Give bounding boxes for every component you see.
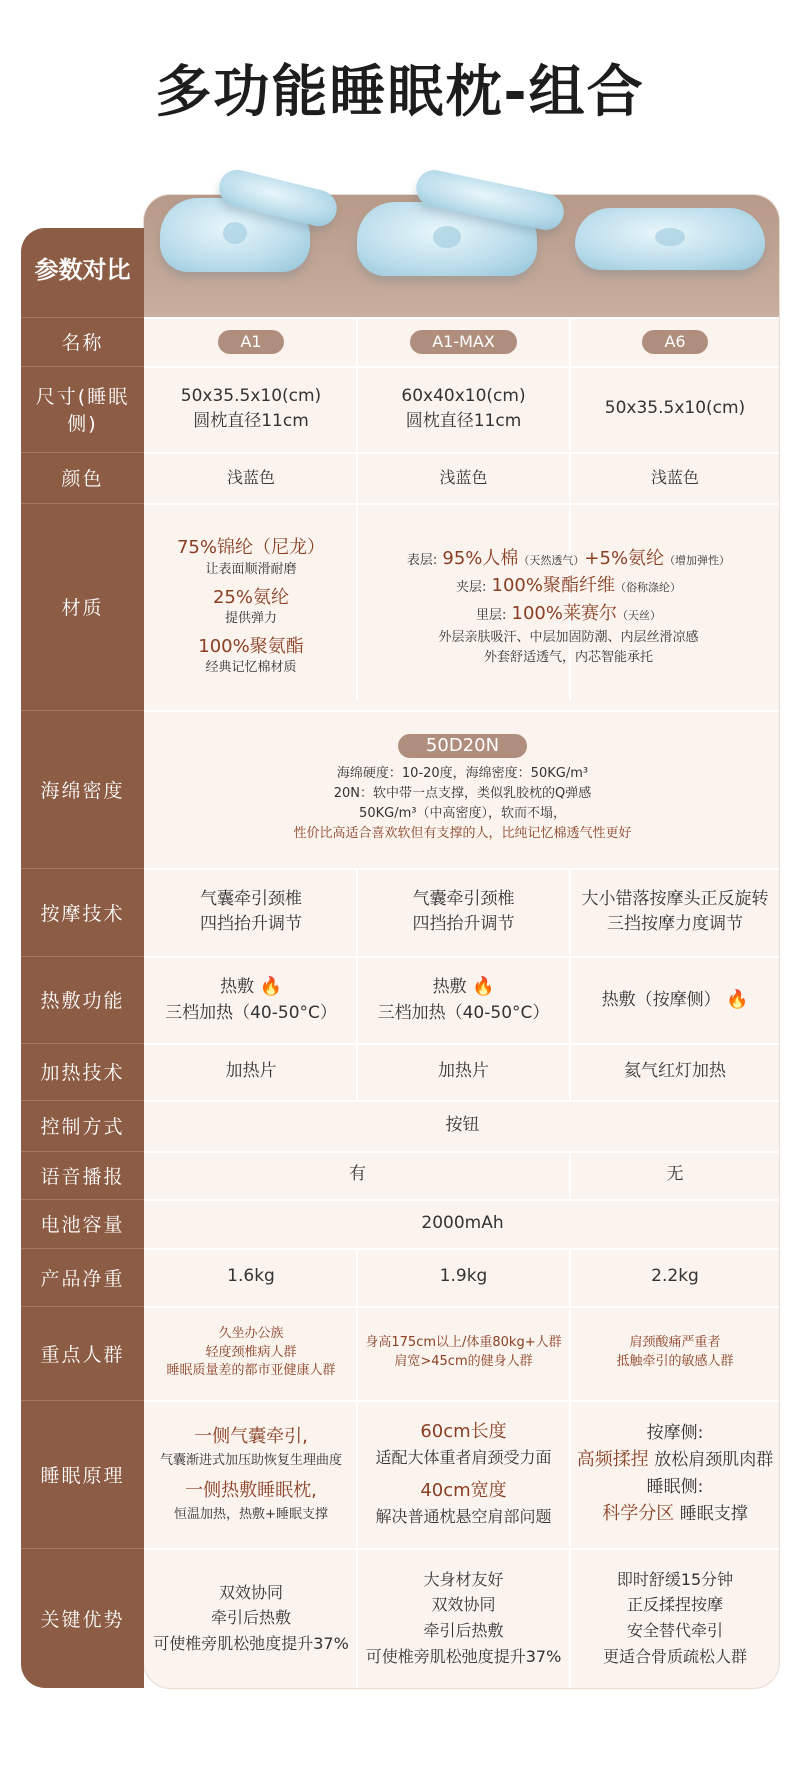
principle-a6-s4: 睡眠支撑 <box>679 1504 748 1525</box>
advantage-a1-l2: 牵引后热敷 <box>210 1608 291 1628</box>
fire-icon: 🔥 <box>471 976 495 997</box>
row-label: 电池容量 <box>40 1214 125 1236</box>
page-title: 多功能睡眠枕-组合 <box>155 60 645 125</box>
crowd-a1-l2: 轻度颈椎病人群 <box>205 1344 297 1360</box>
row-control <box>21 1100 779 1151</box>
weight-a1: 1.6kg <box>227 1266 275 1287</box>
heat-a1max-detail: 三档加热（40-50°C） <box>377 1002 550 1023</box>
product-name-a1max: A1-MAX <box>410 330 517 354</box>
material-a1-l3s: 经典记忆棉材质 <box>205 660 297 676</box>
heattech-a6: 氦气红灯加热 <box>624 1060 726 1081</box>
row-material <box>21 503 779 710</box>
row-label: 重点人群 <box>40 1343 125 1366</box>
row-crowd <box>21 1306 779 1400</box>
voice-a6: 无 <box>666 1164 684 1185</box>
material-layer3-a: 100%莱赛尔 <box>511 603 617 625</box>
density-line-1: 海绵硬度：10-20度，海绵密度：50KG/m³ <box>336 765 589 781</box>
massage-a1-l2: 四挡抬升调节 <box>200 914 302 934</box>
row-advantage <box>21 1548 779 1688</box>
material-layer2-b: （俗称涤纶） <box>614 581 681 595</box>
product-name-a1: A1 <box>218 330 283 354</box>
fire-icon: 🔥 <box>725 988 749 1010</box>
principle-a1-h2: 一侧热敷睡眠枕, <box>185 1480 317 1501</box>
material-a1-l3: 100%聚氨酯 <box>198 636 304 658</box>
row-name <box>21 317 779 366</box>
principle-a1-h1: 一侧气囊牵引, <box>194 1425 308 1447</box>
row-label: 名称 <box>61 332 104 354</box>
voice-a1-a1max: 有 <box>349 1164 366 1185</box>
heat-a1-detail: 三档加热（40-50°C） <box>165 1002 337 1023</box>
crowd-a6-l1: 肩颈酸痛严重者 <box>629 1335 721 1351</box>
material-summary-2: 外套舒适透气，内芯智能承托 <box>483 650 653 666</box>
size-a1-roll: 圆枕直径11cm <box>193 411 309 431</box>
material-layer3-prefix: 里层: <box>476 608 507 624</box>
sidebar-title: 参数对比 <box>34 256 131 284</box>
row-label: 材质 <box>61 597 104 619</box>
row-label: 按摩技术 <box>40 902 125 925</box>
material-a1-l2: 25%氨纶 <box>212 586 289 608</box>
advantage-a1-l1: 双效协同 <box>218 1582 283 1602</box>
color-a6: 浅蓝色 <box>650 467 699 487</box>
massage-a6-l2: 三挡按摩力度调节 <box>607 914 743 934</box>
row-color <box>21 452 779 503</box>
heattech-a1max: 加热片 <box>438 1060 489 1081</box>
row-label: 控制方式 <box>40 1116 125 1138</box>
row-principle <box>21 1400 779 1548</box>
weight-a6: 2.2kg <box>651 1266 699 1287</box>
row-voice <box>21 1151 779 1199</box>
advantage-a6-l1: 即时舒缓15分钟 <box>616 1569 734 1589</box>
advantage-a6-l2: 正反揉捏按摩 <box>626 1595 723 1615</box>
size-a1max-roll: 圆枕直径11cm <box>405 411 522 431</box>
row-heat <box>21 956 779 1043</box>
advantage-a1max-l4: 可使椎旁肌松弛度提升37% <box>365 1646 562 1666</box>
crowd-a1-l1: 久坐办公族 <box>218 1325 284 1341</box>
row-label: 颜色 <box>61 468 104 490</box>
heat-a6: 热敷（按摩侧） <box>601 989 721 1010</box>
color-a1: 浅蓝色 <box>226 467 275 487</box>
material-layer1-prefix: 表层: <box>406 552 438 568</box>
advantage-a1-l3: 可使椎旁肌松弛度提升37% <box>153 1633 349 1653</box>
principle-a1max-h1: 60cm长度 <box>420 1421 507 1443</box>
material-layer2-prefix: 夹层: <box>456 580 487 596</box>
principle-a1max-s2: 解决普通枕悬空肩部问题 <box>375 1506 552 1526</box>
principle-a1-s2: 恒温加热，热敷+睡眠支撑 <box>174 1506 328 1522</box>
size-a6: 50x35.5x10(cm) <box>604 398 746 419</box>
row-label: 睡眠原理 <box>40 1464 125 1487</box>
row-label: 加热技术 <box>40 1062 125 1084</box>
principle-a1max-h2: 40cm宽度 <box>420 1480 507 1501</box>
row-label: 关键优势 <box>40 1608 125 1631</box>
advantage-a6-l4: 更适合骨质疏松人群 <box>602 1646 747 1666</box>
material-layer1-d: （增加弹性） <box>664 553 731 567</box>
battery-all: 2000mAh <box>421 1212 504 1233</box>
crowd-a1-l3: 睡眠质量差的都市亚健康人群 <box>166 1363 336 1379</box>
heat-a1max-title: 热敷 <box>432 977 467 997</box>
control-all: 按钮 <box>445 1114 480 1135</box>
massage-a6-l1: 大小错落按摩头正反旋转 <box>581 888 769 909</box>
row-massage <box>21 868 779 956</box>
advantage-a1max-l3: 牵引后热敷 <box>423 1621 504 1640</box>
material-layer3-b: （天丝） <box>616 609 661 623</box>
material-a1-l1s: 让表面顺滑耐磨 <box>205 561 297 577</box>
row-label: 语音播报 <box>40 1165 125 1188</box>
weight-a1max: 1.9kg <box>439 1266 488 1287</box>
principle-a6-l3: 睡眠侧: <box>646 1477 704 1497</box>
density-line-4: 性价比高适合喜欢软但有支撑的人，比纯记忆棉透气性更好 <box>293 826 632 842</box>
row-size <box>21 366 779 452</box>
material-layer1-c: +5%氨纶 <box>584 547 665 569</box>
crowd-a1max-l1: 身高175cm以上/体重80kg+人群 <box>365 1335 562 1351</box>
principle-a6-h2: 高频揉捏 <box>576 1449 649 1471</box>
material-layer1-b: （天然透气） <box>518 553 585 567</box>
heat-a1-title: 热敷 <box>220 977 255 997</box>
fire-icon: 🔥 <box>259 976 282 997</box>
advantage-a6-l3: 安全替代牵引 <box>626 1621 723 1640</box>
density-line-3: 50KG/m³（中高密度），软而不塌， <box>359 806 566 821</box>
advantage-a1max-l2: 双效协同 <box>431 1595 496 1615</box>
row-label: 产品净重 <box>40 1267 125 1290</box>
principle-a1max-s1: 适配大体重者肩颈受力面 <box>375 1448 552 1468</box>
row-weight <box>21 1248 779 1306</box>
material-layer1-a: 95%人棉 <box>442 547 519 569</box>
principle-a6-l1: 按摩侧: <box>646 1422 704 1443</box>
principle-a1-s1: 气囊渐进式加压助恢复生理曲度 <box>159 1452 342 1468</box>
size-a1max-main: 60x40x10(cm) <box>401 385 526 406</box>
material-a1-l2s: 提供弹力 <box>224 611 277 626</box>
massage-a1max-l1: 气囊牵引颈椎 <box>412 888 515 909</box>
material-summary-1: 外层亲肤吸汗、中层加固防潮、内层丝滑凉感 <box>438 630 699 646</box>
product-name-a6: A6 <box>642 330 707 354</box>
row-battery <box>21 1199 779 1248</box>
density-line-2: 20N：软中带一点支撑，类似乳胶枕的Q弹感 <box>333 785 592 801</box>
row-label: 海绵密度 <box>40 779 125 802</box>
material-layer2-a: 100%聚酯纤维 <box>491 575 615 597</box>
row-heattech <box>21 1043 779 1100</box>
crowd-a1max-l2: 肩宽>45cm的健身人群 <box>394 1354 533 1369</box>
product-image-a6 <box>575 208 765 270</box>
material-a1-l1: 75%锦纶（尼龙） <box>176 537 325 559</box>
row-density <box>21 710 779 868</box>
row-label: 热敷功能 <box>40 990 125 1012</box>
principle-a6-h4: 科学分区 <box>602 1503 675 1525</box>
row-label: 尺寸(睡眠侧) <box>35 386 130 435</box>
massage-a1max-l2: 四挡抬升调节 <box>412 914 515 934</box>
advantage-a1max-l1: 大身材友好 <box>423 1569 504 1589</box>
principle-a6-s2: 放松肩颈肌肉群 <box>654 1450 774 1471</box>
massage-a1-l1: 气囊牵引颈椎 <box>200 888 302 909</box>
color-a1max: 浅蓝色 <box>439 467 488 487</box>
density-badge: 50D20N <box>398 734 527 758</box>
size-a1-main: 50x35.5x10(cm) <box>180 385 322 406</box>
heattech-a1: 加热片 <box>225 1060 277 1081</box>
crowd-a6-l2: 抵触牵引的敏感人群 <box>616 1354 734 1369</box>
